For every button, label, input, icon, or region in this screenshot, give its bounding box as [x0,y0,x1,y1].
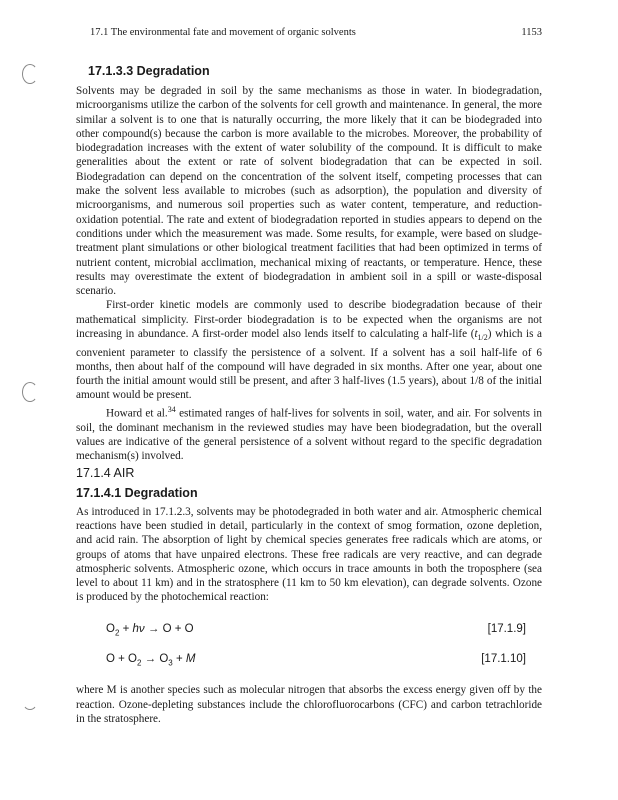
citation-ref: 34 [167,404,176,414]
subsection-heading-degradation: 17.1.4.1 Degradation [76,485,198,500]
degradation-paragraph-1: Solvents may be degraded in soil by the same mechanisms as those in water. In biodegradation, microorganisms utilize the carbon of the solvents for cell growth and maintenance. In general, the more similar a solvent is to one that is naturally occurring, the more likely that it can be biodegraded into other compound(s) because the carbon is more available to the microbes. Moreover, the probability of biodegradation increases with the extent of water solubility of the compound. It is difficult to make generalities about the extent or rate of solvent biodegradation that can be expected in soil. Biodegradation can depend on the concentration of the solvent itself, competing processes that can make the solvent less available to microbes (such as adsorption), the population and diversity of microorganisms, and numerous soil properties such as water content, temperature, and reduction-oxidation potential. The rate and extent of biodegradation reported in studies appears to depend on the conditions under which the measurement was made. Some results, for example, were based on sludge-treatment plant simulations or other biological treatment facilities that had been optimized in terms of nutrient content, microbial acclimation, mechanical mixing of reactants, or temperature. Hence, these results may overestimate the extent of biodegradation in ambient soil in a spill or waste-disposal scenario. [76,85,542,298]
page-body [76,56,542,726]
air-paragraph-2: where M is another species such as molecular nitrogen that absorbs the excess energy given off by the reaction. Ozone-depleting substances include the chlorofluorocarbons (CFC) and carbon tetrachloride in the stratosphere. [76,684,542,725]
degradation-paragraph-3: Howard et al.$^{34}$ estimated ranges of half-lives for solvents in soil, water, and air. For solvents in soil, the dominant mechanism in the reviewed studies may have been biodegradation, but the overall values are indicative of the general persistence of a solvent without regard to the specific degradation mechanism(s) involved. [76,404,542,463]
section-heading-degradation: 17.1.3.3 Degradation [88,64,210,78]
equation-17-1-9 [106,623,526,637]
degradation-paragraph-2: First-order kinetic models are commonly used to describe biodegradation because of their mathematical simplicity. First-order biodegradation is to be expected when the organisms are not increasing in abundance. A first-order model also lends itself to calculating a half-life $(t_{1/2})$ which is a convenient parameter to classify the persistence of a solvent. If a solvent has a soil half-life of 6 months, then about half of the compound will have degraded in six months. After one year, about one fourth the initial amount would still be present, and after 3 half-lives (1.5 years), about 1/8 of the initial amount would be present. [76,299,542,402]
equation-number: [17.1.9] [487,622,526,635]
binder-hole-mark [22,690,38,710]
section-heading-air: 17.1.4 AIR [76,465,135,480]
equation-number: [17.1.10] [481,653,526,666]
running-title: 17.1 The environmental fate and movement of organic solvents [90,27,356,38]
binder-hole-mark [22,382,38,402]
binder-hole-mark [22,64,38,84]
equation-expression: $O_2 + h\nu \to O + O$ [106,622,194,638]
page-number: 1153 [521,27,542,38]
equation-17-1-10 [106,653,526,667]
equation-expression: $O + O_2 \to O_3 + M$ [106,653,196,668]
air-paragraph-1: As introduced in 17.1.2.3, solvents may be photodegraded in both water and air. Atmospheric chemical reactions have been studied in detail, particularly in the context of smog formation, ozone depletion, and acid rain. The absorption of light by chemical species generates free radicals which are atoms, or groups of atoms that have unpaired electrons. These free radicals are very reactive, and can degrade atmospheric solvents. Atmospheric ozone, which occurs in trace amounts in both the troposphere (sea level to about 11 km) and in the stratosphere (11 km to 50 km elevation), can degrade solvents. Ozone is produced by the photochemical reaction: [76,505,542,604]
running-header [90,27,542,38]
